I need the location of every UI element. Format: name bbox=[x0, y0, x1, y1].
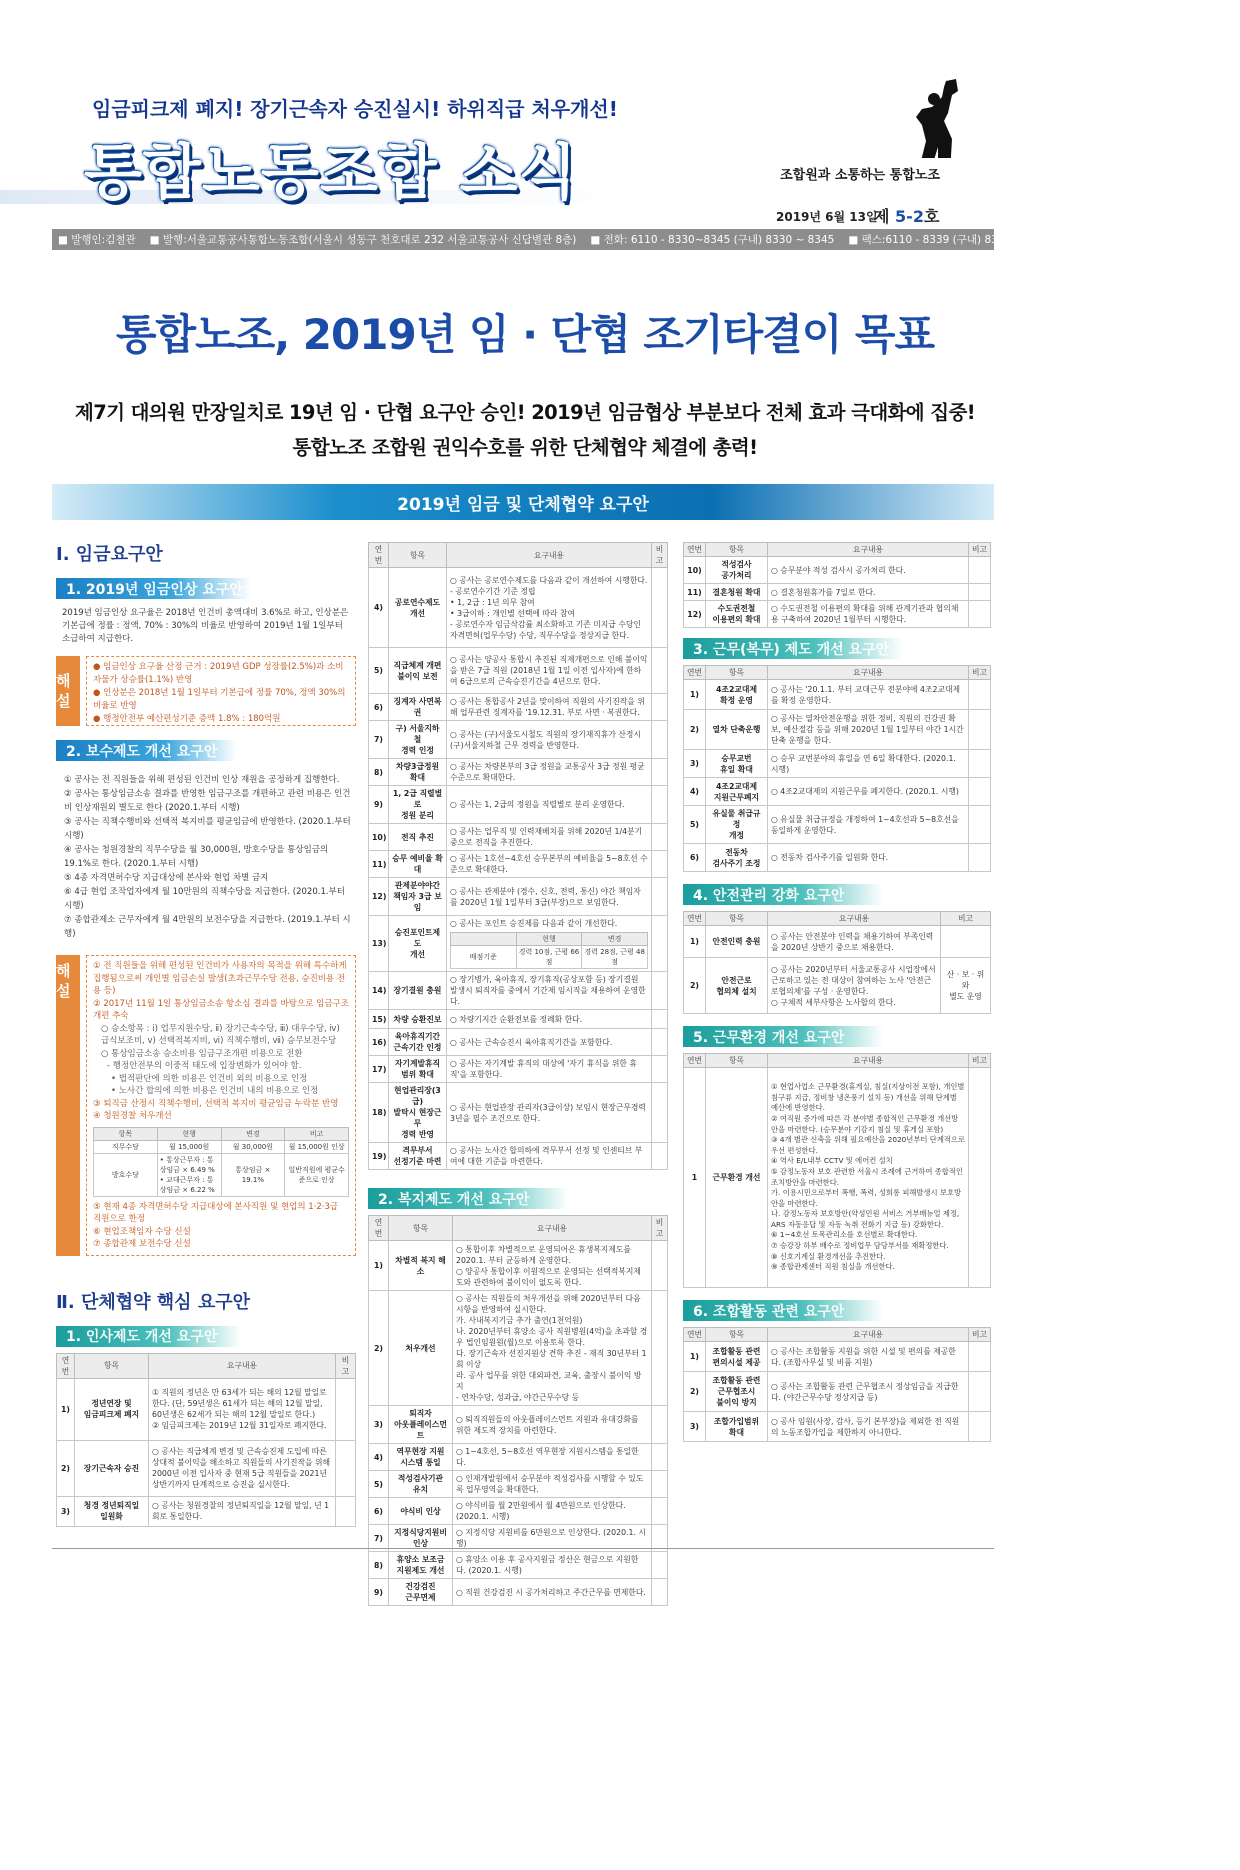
row-item: 적성검사 공가처리 bbox=[706, 557, 768, 584]
row-content: ○ 승무분야 적성 검사시 공가처리 한다. bbox=[768, 557, 969, 584]
mini-header bbox=[451, 933, 517, 946]
row-no: 8) bbox=[369, 759, 389, 786]
row-note bbox=[969, 1342, 991, 1372]
row-note bbox=[652, 1552, 668, 1579]
row-no: 3) bbox=[57, 1496, 75, 1526]
list-item: ④ 공사는 청원경찰의 직무수당을 월 30,000원, 방호수당을 통상임금의 19.1%로 한다. (2020.1.부터 시행) bbox=[64, 845, 329, 869]
th-no: 연번 bbox=[369, 543, 389, 568]
mini-cell: 방호수당 bbox=[94, 1153, 158, 1196]
issuer: ■ 발행:서울교통공사통합노동조합(서울시 성동구 천호대로 232 서울교통공사 신답별관 8층) bbox=[149, 234, 577, 246]
row-item: 차량3급정원 확대 bbox=[389, 759, 447, 786]
commentary-line: ● 임금인상 요구율 산정 근거 : 2019년 GDP 성장률(2.5%)과 소비자물가 상승률(1.1%) 반영 bbox=[93, 662, 344, 685]
row-note bbox=[969, 806, 991, 844]
phone: ■ 전화: 6110 - 8330~8345 (구내) 8330 ~ 8345 bbox=[590, 234, 835, 246]
row-item: 승무교번 휴일 확대 bbox=[706, 750, 768, 778]
th-item: 항목 bbox=[706, 912, 768, 926]
row-no: 19) bbox=[369, 1143, 389, 1170]
row-item: 역무현장 지원 시스템 통일 bbox=[389, 1444, 453, 1471]
row-content: ○ 공사는 통합공사 2년을 맞이하여 직원의 사기진작을 위해 업무관련 징계자를 '19.12.31. 부로 사면 · 복권한다. bbox=[447, 694, 652, 721]
commentary-box-1 bbox=[56, 656, 356, 726]
row-content: ○ 승무 교번분야의 휴일을 연 6일 확대한다. (2020.1. 시행) bbox=[768, 750, 969, 778]
row-no: 15) bbox=[369, 1010, 389, 1029]
section-safety: 4. 안전관리 강화 요구안 bbox=[683, 884, 883, 905]
part2-title: Ⅱ. 단체협약 핵심 요구안 bbox=[56, 1291, 250, 1313]
row-note bbox=[652, 694, 668, 721]
row-item: 4조2교대제 지원근무폐지 bbox=[706, 778, 768, 806]
masthead-title: 통합노동조합 소식 bbox=[84, 138, 578, 208]
row-item: 적성검사기관 유치 bbox=[389, 1471, 453, 1498]
row-note bbox=[652, 851, 668, 878]
row-item: 열차 단축운행 bbox=[706, 710, 768, 750]
left-column bbox=[56, 540, 356, 1527]
wage-raise-text: 2019년 임금인상 요구율은 2018년 인건비 총액대비 3.6%로 하고, 인상분은 기본급에 정률 : 정액, 70% : 30%의 비율로 반영하여 2019년 1월 1일부터 소급하여 지급한다. bbox=[62, 608, 349, 644]
row-item: 결혼청원 확대 bbox=[706, 584, 768, 601]
row-note bbox=[652, 1241, 668, 1291]
row-content: ① 직원의 정년은 만 63세가 되는 해의 12월 말일로 한다. (단, 59년생은 61세가 되는 해의 12월 말일, 60년생은 62세가 되는 해의 12월 말일로 한다.) ② 임금피크제는 2019년 12월 31일자로 폐지한다. bbox=[149, 1378, 336, 1440]
row-content: ○ 공사는 직원들의 처우개선을 위해 2020년부터 다음 시항을 반영하여 실시한다. 가. 사내복지기금 추가 출연(1천억원) 나. 2020년부터 휴양소 공사 직원병원(4억)을 초과할 경우 법인임원원(월)으로 이용토록 한다. 다. 장기근속자 선진지원상 견학 추진 - 재직 30년부터 1회 이상 라. 공사 업무를 위한 대외파견, 교육, 출장시 불이익 방지 - 연차수당, 성과급, 야간근무수당 등 bbox=[453, 1291, 652, 1406]
section-banner: 2019년 임금 및 단체협약 요구안 bbox=[52, 484, 994, 520]
th-content: 요구내용 bbox=[768, 543, 969, 557]
row-no: 1) bbox=[684, 926, 706, 958]
list-item: ⑥ 4급 현업 조작업자에게 월 10만원의 직책수당을 지급한다. (2020.1.부터 시행) bbox=[64, 887, 345, 911]
row-no: 6) bbox=[369, 1498, 389, 1525]
headline: 통합노조, 2019년 임 · 단협 조기타결이 목표 bbox=[115, 310, 935, 359]
row-item: 건강검진 근무면제 bbox=[389, 1579, 453, 1606]
commentary-content bbox=[86, 955, 356, 1256]
th-note: 비고 bbox=[336, 1353, 356, 1378]
row-no: 5) bbox=[684, 806, 706, 844]
list-item: ⑦ 종합관제소 근무자에게 월 4만원의 보전수당을 지급한다. (2019.1.부터 시행) bbox=[64, 915, 351, 939]
row-item: 차량 승환진보 bbox=[389, 1010, 447, 1029]
mini-header: 비고 bbox=[285, 1127, 349, 1140]
row-item: 자기계발휴직 범위 확대 bbox=[389, 1056, 447, 1083]
row-note bbox=[969, 844, 991, 872]
row-note bbox=[941, 926, 991, 958]
section-pay-system: 2. 보수제도 개선 요구안 bbox=[56, 740, 236, 761]
row-no: 4) bbox=[369, 1444, 389, 1471]
row-no: 7) bbox=[369, 1525, 389, 1552]
note-line: ② 2017년 11월 1일 통상임금소송 항소심 결과를 바탕으로 임금구조 개편 추숙 bbox=[93, 998, 349, 1021]
row-item: 안전근로 협의체 설치 bbox=[706, 958, 768, 1014]
list-item: ⑤ 4종 자격면허수당 지급대상에 본사와 현업 차별 금지 bbox=[64, 873, 269, 883]
row-no: 2) bbox=[684, 710, 706, 750]
row-note bbox=[336, 1440, 356, 1496]
row-content: ○ 결혼청원휴가를 7일로 한다. bbox=[768, 584, 969, 601]
th-content: 요구내용 bbox=[768, 1328, 969, 1342]
row-note: 산 · 보 · 위와 별도 운영 bbox=[941, 958, 991, 1014]
th-item: 항목 bbox=[706, 543, 768, 557]
row-no: 3) bbox=[369, 1406, 389, 1444]
th-content: 요구내용 bbox=[768, 1054, 969, 1068]
row-note bbox=[652, 1291, 668, 1406]
row-note bbox=[652, 759, 668, 786]
row-no: 3) bbox=[684, 1412, 706, 1442]
mini-cell: 경력 10점, 근평 66점 bbox=[516, 946, 582, 969]
row-no: 3) bbox=[684, 750, 706, 778]
row-item: 근무환경 개선 bbox=[706, 1068, 768, 1288]
section-personnel: 1. 인사제도 개선 요구안 bbox=[56, 1326, 241, 1347]
row-content: ○ 공사는 근속승진시 육아휴직기간을 포함한다. bbox=[447, 1029, 652, 1056]
commentary-tag: 해설 bbox=[56, 955, 80, 1256]
th-content: 요구내용 bbox=[453, 1216, 652, 1241]
row-note bbox=[652, 1579, 668, 1606]
publisher: ■ 발행인:김철관 bbox=[58, 234, 136, 246]
row-no: 12) bbox=[684, 601, 706, 628]
note-line: ⑤ 현재 4종 자격면허수당 지급대상에 본사직원 및 현업의 1·2·3급 직원으로 한정 bbox=[93, 1201, 339, 1224]
row-note bbox=[969, 1068, 991, 1288]
th-note: 비고 bbox=[652, 1216, 668, 1241]
th-item: 항목 bbox=[706, 1054, 768, 1068]
row-no: 8) bbox=[369, 1552, 389, 1579]
row-content: ○ 통합이후 차별적으로 운영되어온 휴생복지제도를 2020.1. 부터 균등하게 운영한다. ○ 양공사 통합이후 이원적으로 운영되는 선택적복지제도와 관련하여 불이익이 없도록 한다. bbox=[453, 1241, 652, 1291]
commentary-tag: 해설 bbox=[56, 656, 80, 726]
row-no: 1) bbox=[684, 680, 706, 710]
row-note bbox=[652, 916, 668, 972]
th-no: 연번 bbox=[684, 1328, 706, 1342]
row-content: ① 현업사업소 근무환경(휴게실, 침실(지상이전 포함), 개인별 침구류 지급, 정비창 냉온풍기 설치 등) 개선을 위해 단계별 예산에 반영한다. ② 여직원 증가에 따른 각 분야별 종합적인 근무환경 개선방안을 마련한다. (승무분야 기감지 침실 및 휴게실 포함) ③ 4개 별관 신축을 위해 필요예산을 2020년부터 단계적으로 우선 편성한다. ④ 역사 E/L내부 CCTV 및 에어컨 설치 ⑤ 감정노동자 보호 관련한 서울시 조례에 근거하여 종합적인 조치방안을 마련한다. 가. 이용시민으로부터 폭행, 폭력, 성희롱 피해발생시 보호방안을 마련한다. 나. 감정노동자 보호방안(약성민원 서비스 거부매뉴얼 제정, ARS 자동응답 및 자동 녹취 전화기 지급 등) 강화한다. ⑥ 1~4호선 토목관리소를 호선별로 확대한다. ⑦ 승강장 하부 배수로 정비업무 담당부서를 재확정한다. ⑧ 신호기계실 환경개선을 추진한다. ⑨ 종합관제센터 직원 침실을 개선한다. bbox=[768, 1068, 969, 1288]
mini-cell: 일반직원에 평균수준으로 인상 bbox=[285, 1153, 349, 1196]
commentary-line: ● 행정안전부 예산편성기준 증액 1.8% : 180억원 bbox=[93, 714, 281, 724]
th-no: 연번 bbox=[684, 1054, 706, 1068]
row-no: 4) bbox=[684, 778, 706, 806]
row-content: ○ 1~4호선, 5~8호선 역무현장 지원시스템을 통일한다. bbox=[453, 1444, 652, 1471]
row-item: 처우개선 bbox=[389, 1291, 453, 1406]
environment-table bbox=[683, 1053, 991, 1288]
row-item: 정년연장 및 임금피크제 폐지 bbox=[75, 1378, 149, 1440]
row-content: ○ 공사는 열차안전운행을 위한 정비, 직원의 건강권 확보, 예산절감 등을 위해 2020년 1월 1일부터 야간 1시간 단축 운행을 한다. bbox=[768, 710, 969, 750]
mini-header: 항목 bbox=[94, 1127, 158, 1140]
issue-suffix: 호 bbox=[923, 207, 940, 226]
issue-prefix: 제 bbox=[874, 207, 890, 226]
row-note bbox=[652, 878, 668, 916]
mini-header: 현행 bbox=[516, 933, 582, 946]
row-content: ○ 공사는 조합활동 관련 근무협조시 정상임금을 지급한다. (야간근무수당 정상지급 등) bbox=[768, 1372, 969, 1412]
note-line: - 행정안전부의 이중적 태도에 입장변화가 있어야 함. bbox=[107, 1061, 302, 1071]
row-content: ○ 공사 임원(사장, 감사, 등기 본부장)을 제외한 전 직원의 노동조합가입을 제한하지 아니한다. bbox=[768, 1412, 969, 1442]
row-item: 1, 2급 직렬별로 정원 분리 bbox=[389, 786, 447, 824]
row-no: 10) bbox=[369, 824, 389, 851]
mini-cell: 월 15,000원 인상 bbox=[285, 1140, 349, 1153]
row-no: 2) bbox=[57, 1440, 75, 1496]
list-item: ③ 공사는 직책수행비와 선택적 복지비를 평균임금에 반영한다. (2020.1.부터 시행) bbox=[64, 817, 351, 841]
row-no: 4) bbox=[369, 568, 389, 648]
th-item: 항목 bbox=[389, 1216, 453, 1241]
note-line: ○ 승소항목 : ⅰ) 업무지원수당, ⅱ) 장기근속수당, ⅲ) 대우수당, ⅳ) 급식보조비, ⅴ) 선택적복지비, ⅵ) 직책수행비, ⅶ) 승무보전수당 bbox=[101, 1023, 340, 1046]
row-item: 차별적 복지 해소 bbox=[389, 1241, 453, 1291]
row-note bbox=[969, 778, 991, 806]
row-note bbox=[969, 557, 991, 584]
row-item: 지정식당지원비 인상 bbox=[389, 1525, 453, 1552]
row-note bbox=[652, 1143, 668, 1170]
mini-cell: 경력 28점, 근평 48점 bbox=[582, 946, 648, 969]
mini-cell: 배점기준 bbox=[451, 946, 517, 969]
row-item: 구) 서울지하철 경력 인정 bbox=[389, 721, 447, 759]
safety-table bbox=[683, 911, 991, 1014]
row-item: 유실물 취급규정 개정 bbox=[706, 806, 768, 844]
row-no: 11) bbox=[369, 851, 389, 878]
row-item: 수도권전철 이용편의 확대 bbox=[706, 601, 768, 628]
row-no: 18) bbox=[369, 1083, 389, 1143]
list-item: ② 공사는 통상임금소송 결과를 반영한 임금구조를 개편하고 관련 비용은 인건비 인상재원외 별도로 한다 (2020.1.부터 시행) bbox=[64, 789, 351, 813]
th-note: 비고 bbox=[969, 1328, 991, 1342]
row-item: 승진포인트제도 개선 bbox=[389, 916, 447, 972]
row-item: 관제분야야간 책임자 3급 보임 bbox=[389, 878, 447, 916]
row-note bbox=[336, 1378, 356, 1440]
row-note bbox=[652, 721, 668, 759]
row-no: 13) bbox=[369, 916, 389, 972]
row-note bbox=[652, 972, 668, 1010]
row-item: 직급체계 개편 불이익 보전 bbox=[389, 648, 447, 694]
row-no: 6) bbox=[684, 844, 706, 872]
row-content: ○ 공사는 업무직 및 인력재배치를 위해 2020년 1/4분기 중으로 전직을 추진한다. bbox=[447, 824, 652, 851]
row-item: 징계자 사면복권 bbox=[389, 694, 447, 721]
issue-date: 2019년 6월 13일 bbox=[776, 210, 878, 224]
row-note bbox=[969, 680, 991, 710]
row-content: ○ 공사는 (구)서울도시철도 직원의 장기재직휴가 산정시 (구)서울지하철 근무 경력을 반영한다. bbox=[447, 721, 652, 759]
row-note bbox=[652, 824, 668, 851]
row-content: ○ 공사는 청원경찰의 정년퇴직일을 12월 말일, 년 1회로 통일한다. bbox=[149, 1496, 336, 1526]
mini-cell: 직무수당 bbox=[94, 1140, 158, 1153]
row-note bbox=[652, 1471, 668, 1498]
row-content: ○ 공사는 '20.1.1. 부터 교대근무 전분야에 4조2교대제를 확정 운영한다. bbox=[768, 680, 969, 710]
row-content: ○ 수도권전철 이용편의 확대를 위해 관계기관과 협의채용 구축하여 2020년 1월부터 시행한다. bbox=[768, 601, 969, 628]
row-content: ○ 전동차 검사주기를 일원화 한다. bbox=[768, 844, 969, 872]
row-content: ○ 공사는 자기계발 휴직의 대상에 '자기 휴식을 위한 휴직'을 포함한다. bbox=[447, 1056, 652, 1083]
row-item: 청경 정년퇴직일 일원화 bbox=[75, 1496, 149, 1526]
masthead-subtitle: 임금피크제 폐지! 장기근속자 승진실시! 하위직급 처우개선! bbox=[92, 97, 618, 121]
row-item: 격무부서 선정기준 마련 bbox=[389, 1143, 447, 1170]
row-note bbox=[652, 1444, 668, 1471]
row-item: 퇴직자 아웃플레이스먼트 bbox=[389, 1406, 453, 1444]
row-item: 4조2교대제 확정 운영 bbox=[706, 680, 768, 710]
mini-cell: 월 30,000원 bbox=[221, 1140, 285, 1153]
row-note bbox=[652, 568, 668, 648]
row-content: ○ 공사는 양공사 통합시 추진된 직제개편으로 인해 불이익을 받은 7급 직원 (2018년 1월 1일 이전 입사자)에 한하여 6급으로의 근속승진기간을 4년으로 한다. bbox=[447, 648, 652, 694]
row-no: 1) bbox=[684, 1342, 706, 1372]
row-content: ○ 공사는 공로연수제도를 다음과 같이 개선하여 시행한다. - 공로연수기간 기준 정립 • 1, 2급 : 1년 의무 참여 • 3급이하 : 개인별 선택에 따라 참여 - 공로연수자 임금삭감률 최소화하고 기존 미지급 수당인 자격면허(업무수당) 수당, 직무수당을 정상지급 한다. bbox=[447, 568, 652, 648]
th-no: 연번 bbox=[369, 1216, 389, 1241]
bottom-rule bbox=[52, 1548, 994, 1549]
point-table bbox=[450, 932, 648, 969]
row-no: 2) bbox=[369, 1291, 389, 1406]
row-item: 현업관리장(3급) 발탁시 현장근무 경력 반영 bbox=[389, 1083, 447, 1143]
row-note bbox=[652, 648, 668, 694]
row-note bbox=[652, 1498, 668, 1525]
row-no: 14) bbox=[369, 972, 389, 1010]
commentary-content bbox=[86, 656, 356, 726]
th-no: 연번 bbox=[57, 1353, 75, 1378]
row-note bbox=[652, 1406, 668, 1444]
row-content: ○ 공사는 관제분야 (경수, 신호, 전력, 통신) 야간 책임자를 2020년 1월 1일부터 3급(부장)으로 보임한다. bbox=[447, 878, 652, 916]
row-note bbox=[652, 1083, 668, 1143]
row-content: ○ 공사는 현업관장 관리자(3급이상) 보임시 현장근무경력 3년을 필수 조건으로 한다. bbox=[447, 1083, 652, 1143]
th-content: 요구내용 bbox=[768, 912, 941, 926]
fax: ■ 팩스:6110 - 8339 (구내) 8339 bbox=[848, 234, 1012, 246]
list-item: ① 공사는 전 직원들을 위해 편성된 인건비 인상 재원을 공정하게 집행한다. bbox=[64, 775, 340, 785]
row-content: ○ 야식비를 월 2만원에서 월 4만원으로 인상한다. (2020.1. 시행) bbox=[453, 1498, 652, 1525]
note-line: • 법적판단에 의한 비용은 인건비 외의 비용으로 인정 bbox=[111, 1073, 308, 1084]
row-no: 6) bbox=[369, 694, 389, 721]
row-no: 1) bbox=[57, 1378, 75, 1440]
th-no: 연번 bbox=[684, 912, 706, 926]
th-note: 비고 bbox=[941, 912, 991, 926]
row-item: 휴양소 보조금 지원제도 개선 bbox=[389, 1552, 453, 1579]
row-item: 야식비 인상 bbox=[389, 1498, 453, 1525]
issue-no-value: 5-2 bbox=[895, 207, 924, 226]
section-work-system: 3. 근무(복무) 제도 개선 요구안 bbox=[683, 638, 903, 659]
union-activity-table bbox=[683, 1327, 991, 1442]
point-intro: ○ 공사는 포인트 승진제를 다음과 같이 개선한다. bbox=[450, 919, 618, 928]
section-union-activity: 6. 조합활동 관련 요구안 bbox=[683, 1300, 883, 1321]
note-line: ④ 청원경찰 처우개선 bbox=[93, 1111, 172, 1121]
row-content: ○ 공사는 1, 2급의 정원을 직렬별로 분리 운영한다. bbox=[447, 786, 652, 824]
row-item: 전동차 검사주기 조정 bbox=[706, 844, 768, 872]
row-content: ○ 공사는 노사간 합의하에 격무부서 선정 및 인센티브 부여에 대한 기준을 마련한다. bbox=[447, 1143, 652, 1170]
row-content: ○ 공사는 차량본부의 3급 정원을 교통공사 3급 정원 평균수준으로 확대한다. bbox=[447, 759, 652, 786]
row-content: ○ 공사는 직급체계 변경 및 근속승진제 도입에 따른 상대적 불이익을 해소하고 직원들의 사기진작을 위해 2000년 이전 입사자 중 현재 5급 직원들을 2021년 상반기까지 단계적으로 승진을 실시한다. bbox=[149, 1440, 336, 1496]
row-note bbox=[652, 1010, 668, 1029]
row-content: ○ 휴양소 이용 후 공사지원금 정산은 현금으로 지원한다. (2020.1. 시행) bbox=[453, 1552, 652, 1579]
note-line: ⑥ 현업조책임자 수당 신설 bbox=[93, 1226, 191, 1237]
row-note bbox=[969, 584, 991, 601]
note-line: • 노사간 합의에 의한 비용은 인건비 내의 비용으로 인정 bbox=[111, 1086, 319, 1096]
section-environment: 5. 근무환경 개선 요구안 bbox=[683, 1026, 883, 1047]
masthead-slogan: 조합원과 소통하는 통합노조 bbox=[765, 158, 955, 188]
row-note bbox=[969, 710, 991, 750]
row-no: 16) bbox=[369, 1029, 389, 1056]
mini-header: 현행 bbox=[157, 1127, 221, 1140]
row-item: 조합활동 관련 근무협조시 불이익 방지 bbox=[706, 1372, 768, 1412]
right-column bbox=[683, 542, 991, 1442]
personnel-continued-table bbox=[368, 542, 668, 1170]
th-no: 연번 bbox=[684, 666, 706, 680]
section-wage-raise: 1. 2019년 임금인상 요구안 bbox=[56, 578, 251, 599]
mini-cell: • 통상근무자 : 통상임금 × 6.49 % • 교대근무자 : 통상임금 × 6.22 % bbox=[157, 1153, 221, 1196]
subheadline-2: 통합노조 조합원 권익수호를 위한 단체협약 체결에 총력! bbox=[292, 436, 758, 459]
row-no: 5) bbox=[369, 1471, 389, 1498]
row-content: ○ 퇴직직원들의 아웃플레이스먼트 지원과 유대강화를 위한 제도적 장치를 마련한다. bbox=[453, 1406, 652, 1444]
row-content: ○ 장기병가, 육아휴직, 장기휴직(공상포함 등) 장기결원 발생시 퇴직자를 중에서 기간제 임시직을 채용하여 운영한다. bbox=[447, 972, 652, 1010]
row-note bbox=[652, 1029, 668, 1056]
th-note: 비고 bbox=[969, 1054, 991, 1068]
note-line: ① 전 직원들을 위해 편성된 인건비가 사용자의 목적을 위해 특수하게 집행됨으로써 개인별 임금손실 발생(초과근무수당 전용, 승진비용 전용 등) bbox=[93, 961, 347, 996]
row-content: ○ 공사는 2020년부터 서울교통공사 시업장에서 근로하고 있는 전 대상이 참여하는 노사 '안전근로협의체'를 구성 · 운영한다. ○ 구체적 세부사항은 노사합의 한다. bbox=[768, 958, 941, 1014]
row-item: 승무 예비율 확대 bbox=[389, 851, 447, 878]
row-content: ○ 공사는 조합활동 지원을 위한 시설 및 편의를 제공한다. (조합사무실 및 비품 지원) bbox=[768, 1342, 969, 1372]
section-welfare: 2. 복지제도 개선 요구안 bbox=[368, 1188, 568, 1209]
issue-number bbox=[874, 204, 939, 227]
row-item: 전직 추진 bbox=[389, 824, 447, 851]
row-item: 조합활동 관련 편의시설 제공 bbox=[706, 1342, 768, 1372]
welfare-continued-table bbox=[683, 542, 991, 628]
row-no: 2) bbox=[684, 1372, 706, 1412]
row-no: 9) bbox=[369, 786, 389, 824]
row-no: 17) bbox=[369, 1056, 389, 1083]
row-item: 장기결원 충원 bbox=[389, 972, 447, 1010]
row-item: 안전인력 충원 bbox=[706, 926, 768, 958]
mini-header: 변경 bbox=[582, 933, 648, 946]
row-note bbox=[969, 601, 991, 628]
mini-cell: 월 15,000원 bbox=[157, 1140, 221, 1153]
row-content: ○ 유실물 취급규정을 개정하여 1~4호선과 5~8호선을 동일하게 운영한다. bbox=[768, 806, 969, 844]
th-note: 비고 bbox=[969, 543, 991, 557]
row-item: 육아휴직기간 근속기간 인정 bbox=[389, 1029, 447, 1056]
middle-column bbox=[368, 542, 668, 1606]
row-item: 장기근속자 승진 bbox=[75, 1440, 149, 1496]
row-no: 7) bbox=[369, 721, 389, 759]
row-content bbox=[447, 916, 652, 972]
publisher-info-bar bbox=[52, 229, 1012, 250]
mini-cell: 통상임금 × 19.1% bbox=[221, 1153, 285, 1196]
guard-pay-table bbox=[93, 1127, 349, 1197]
row-no: 2) bbox=[684, 958, 706, 1014]
th-item: 항목 bbox=[389, 543, 447, 568]
row-no: 12) bbox=[369, 878, 389, 916]
th-note: 비고 bbox=[652, 543, 668, 568]
row-content: ○ 직원 건강검진 시 공가처리하고 주간근무를 면제한다. bbox=[453, 1579, 652, 1606]
row-note bbox=[652, 786, 668, 824]
row-note bbox=[969, 1372, 991, 1412]
row-content: ○ 4조2교대제의 지원근무를 폐지한다. (2020.1. 시행) bbox=[768, 778, 969, 806]
commentary-box-2 bbox=[56, 955, 356, 1256]
row-content: ○ 공사는 1호선~4호선 승무본부의 예비율을 5~8호선 수준으로 확대한다. bbox=[447, 851, 652, 878]
subheadline-1: 제7기 대의원 만장일치로 19년 임 · 단협 요구안 승인! 2019년 임금협상 부분보다 전체 효과 극대화에 집중! bbox=[74, 401, 975, 424]
mini-header: 변경 bbox=[221, 1127, 285, 1140]
work-system-table bbox=[683, 665, 991, 872]
note-line: ⑦ 종합관제 보전수당 신설 bbox=[93, 1239, 191, 1249]
row-no: 9) bbox=[369, 1579, 389, 1606]
row-content: ○ 차량기지간 순환전보를 정례화 한다. bbox=[447, 1010, 652, 1029]
th-item: 항목 bbox=[75, 1353, 149, 1378]
row-content: ○ 지정식당 지원비를 6만원으로 인상한다. (2020.1. 시행) bbox=[453, 1525, 652, 1552]
note-line: ○ 통상임금소송 승소비용 임금구조개편 비용으로 전환 bbox=[101, 1048, 303, 1059]
row-content: ○ 공사는 안전분야 인력을 채용기하여 부족인력을 2020년 상반기 중으로 채용한다. bbox=[768, 926, 941, 958]
th-item: 항목 bbox=[706, 666, 768, 680]
pay-system-items bbox=[64, 773, 352, 941]
note-line: ③ 퇴직금 산정시 직책수행비, 선택적 복지비 평균임금 누락분 반영 bbox=[93, 1098, 339, 1109]
row-note bbox=[969, 1412, 991, 1442]
row-no: 1 bbox=[684, 1068, 706, 1288]
row-content: ○ 인재개발원에서 승무분야 적성검사를 시행할 수 있도록 업무영역을 확대한다. bbox=[453, 1471, 652, 1498]
part1-title: Ⅰ. 임금요구안 bbox=[56, 544, 163, 565]
th-content: 요구내용 bbox=[149, 1353, 336, 1378]
row-no: 1) bbox=[369, 1241, 389, 1291]
personnel-table bbox=[56, 1353, 356, 1527]
th-content: 요구내용 bbox=[447, 543, 652, 568]
row-item: 조합가입범위 확대 bbox=[706, 1412, 768, 1442]
th-note: 비고 bbox=[969, 666, 991, 680]
commentary-line: ● 인상분은 2018년 1월 1일부터 기본급에 정률 70%, 정액 30%의 비율로 반영 bbox=[93, 688, 346, 711]
th-no: 연번 bbox=[684, 543, 706, 557]
row-no: 10) bbox=[684, 557, 706, 584]
row-no: 11) bbox=[684, 584, 706, 601]
row-note bbox=[969, 750, 991, 778]
row-note bbox=[336, 1496, 356, 1526]
th-item: 항목 bbox=[706, 1328, 768, 1342]
row-no: 5) bbox=[369, 648, 389, 694]
th-content: 요구내용 bbox=[768, 666, 969, 680]
row-item: 공로연수제도 개선 bbox=[389, 568, 447, 648]
row-note bbox=[652, 1056, 668, 1083]
